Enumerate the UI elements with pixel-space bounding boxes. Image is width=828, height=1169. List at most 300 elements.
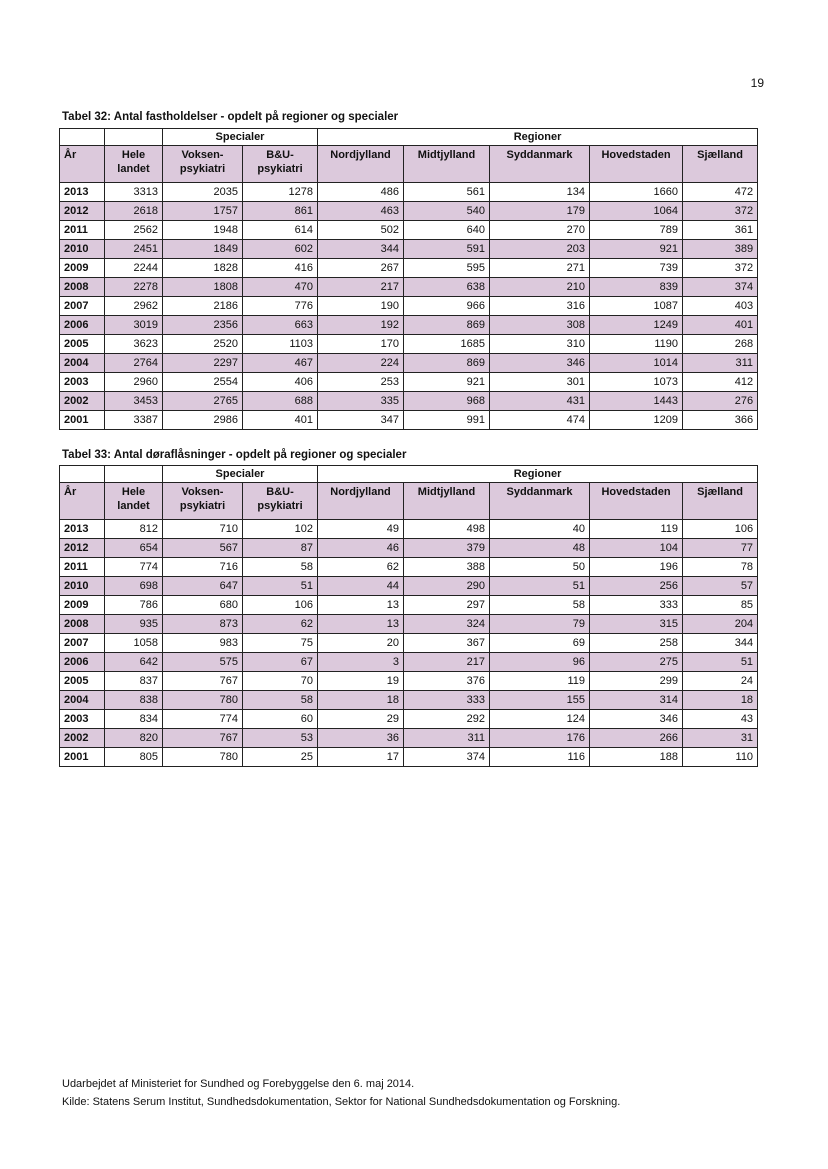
table32-header (60, 129, 758, 183)
year-cell: 2005 (60, 672, 105, 691)
value-cell: 3 (318, 653, 404, 672)
value-cell: 789 (590, 221, 683, 240)
value-cell: 258 (590, 634, 683, 653)
column-header-line1: Hovedstaden (601, 486, 671, 498)
value-cell: 470 (243, 278, 318, 297)
value-cell: 839 (590, 278, 683, 297)
group-header-specialer: Specialer (163, 129, 318, 146)
value-cell: 196 (590, 558, 683, 577)
column-header-line2: psykiatri (179, 500, 226, 512)
group-header-regioner: Regioner (318, 466, 758, 483)
value-cell: 70 (243, 672, 318, 691)
value-cell: 2186 (163, 297, 243, 316)
value-cell: 224 (318, 354, 404, 373)
value-cell: 1828 (163, 259, 243, 278)
value-cell: 299 (590, 672, 683, 691)
column-header-line1: Hele (121, 149, 146, 161)
value-cell: 2764 (105, 354, 163, 373)
year-cell: 2002 (60, 729, 105, 748)
value-cell: 204 (683, 615, 758, 634)
value-cell: 374 (683, 278, 758, 297)
value-cell: 372 (683, 259, 758, 278)
value-cell: 75 (243, 634, 318, 653)
column-header-line1: Syddanmark (506, 486, 573, 498)
value-cell: 638 (404, 278, 490, 297)
page-number: 19 (750, 76, 764, 90)
value-cell: 301 (490, 373, 590, 392)
value-cell: 2962 (105, 297, 163, 316)
value-cell: 346 (490, 354, 590, 373)
value-cell: 53 (243, 729, 318, 748)
column-header-line1: Midtjylland (417, 486, 476, 498)
value-cell: 346 (590, 710, 683, 729)
column-header (683, 146, 758, 183)
table-row (60, 183, 758, 202)
value-cell: 176 (490, 729, 590, 748)
value-cell: 102 (243, 520, 318, 539)
value-cell: 2035 (163, 183, 243, 202)
value-cell: 134 (490, 183, 590, 202)
value-cell: 1757 (163, 202, 243, 221)
column-header (490, 483, 590, 520)
column-header-line1: Midtjylland (417, 149, 476, 161)
table-row (60, 240, 758, 259)
value-cell: 29 (318, 710, 404, 729)
value-cell: 812 (105, 520, 163, 539)
value-cell: 31 (683, 729, 758, 748)
column-header (590, 146, 683, 183)
table32-title: Tabel 32: Antal fastholdelser - opdelt på regioner og specialer (62, 111, 399, 123)
year-cell: 2011 (60, 558, 105, 577)
column-header-line1: År (64, 486, 77, 498)
value-cell: 1278 (243, 183, 318, 202)
column-header-line2: landet (117, 500, 150, 512)
value-cell: 17 (318, 748, 404, 767)
value-cell: 36 (318, 729, 404, 748)
table-row (60, 634, 758, 653)
value-cell: 311 (683, 354, 758, 373)
table-row (60, 672, 758, 691)
value-cell: 1443 (590, 392, 683, 411)
table-row (60, 615, 758, 634)
value-cell: 376 (404, 672, 490, 691)
value-cell: 838 (105, 691, 163, 710)
value-cell: 190 (318, 297, 404, 316)
value-cell: 654 (105, 539, 163, 558)
table-row (60, 202, 758, 221)
value-cell: 472 (683, 183, 758, 202)
value-cell: 640 (404, 221, 490, 240)
column-header-line1: Sjælland (697, 486, 743, 498)
value-cell: 188 (590, 748, 683, 767)
column-header-line2: landet (117, 163, 150, 175)
value-cell: 210 (490, 278, 590, 297)
year-cell: 2003 (60, 373, 105, 392)
table-row (60, 221, 758, 240)
value-cell: 614 (243, 221, 318, 240)
value-cell: 333 (590, 596, 683, 615)
value-cell: 18 (683, 691, 758, 710)
year-cell: 2006 (60, 316, 105, 335)
table-row (60, 278, 758, 297)
value-cell: 921 (404, 373, 490, 392)
value-cell: 62 (243, 615, 318, 634)
table-row (60, 710, 758, 729)
value-cell: 591 (404, 240, 490, 259)
value-cell: 486 (318, 183, 404, 202)
value-cell: 1249 (590, 316, 683, 335)
value-cell: 983 (163, 634, 243, 653)
value-cell: 780 (163, 748, 243, 767)
table33-body (60, 520, 758, 767)
column-header-line1: B&U- (266, 149, 294, 161)
column-header (163, 483, 243, 520)
table-row (60, 691, 758, 710)
column-header-line1: Hovedstaden (601, 149, 671, 161)
column-header-row (60, 483, 758, 520)
column-header-row (60, 146, 758, 183)
value-cell: 85 (683, 596, 758, 615)
value-cell: 2451 (105, 240, 163, 259)
value-cell: 366 (683, 411, 758, 430)
column-header-line2: psykiatri (179, 163, 226, 175)
value-cell: 266 (590, 729, 683, 748)
table-row (60, 411, 758, 430)
column-header-line2: psykiatri (257, 163, 303, 175)
value-cell: 253 (318, 373, 404, 392)
column-header-line1: Nordjylland (330, 486, 391, 498)
table-row (60, 558, 758, 577)
table-row (60, 297, 758, 316)
value-cell: 2520 (163, 335, 243, 354)
value-cell: 776 (243, 297, 318, 316)
table-row (60, 520, 758, 539)
value-cell: 3019 (105, 316, 163, 335)
value-cell: 1064 (590, 202, 683, 221)
value-cell: 416 (243, 259, 318, 278)
value-cell: 2618 (105, 202, 163, 221)
value-cell: 13 (318, 615, 404, 634)
value-cell: 333 (404, 691, 490, 710)
value-cell: 51 (490, 577, 590, 596)
value-cell: 25 (243, 748, 318, 767)
value-cell: 44 (318, 577, 404, 596)
value-cell: 710 (163, 520, 243, 539)
value-cell: 647 (163, 577, 243, 596)
value-cell: 780 (163, 691, 243, 710)
value-cell: 60 (243, 710, 318, 729)
value-cell: 1808 (163, 278, 243, 297)
value-cell: 79 (490, 615, 590, 634)
value-cell: 389 (683, 240, 758, 259)
value-cell: 124 (490, 710, 590, 729)
value-cell: 271 (490, 259, 590, 278)
year-cell: 2012 (60, 202, 105, 221)
value-cell: 805 (105, 748, 163, 767)
value-cell: 767 (163, 672, 243, 691)
value-cell: 1948 (163, 221, 243, 240)
value-cell: 292 (404, 710, 490, 729)
value-cell: 58 (243, 691, 318, 710)
value-cell: 2356 (163, 316, 243, 335)
value-cell: 774 (163, 710, 243, 729)
value-cell: 217 (404, 653, 490, 672)
value-cell: 540 (404, 202, 490, 221)
value-cell: 401 (243, 411, 318, 430)
value-cell: 403 (683, 297, 758, 316)
value-cell: 2244 (105, 259, 163, 278)
column-header-line1: B&U- (266, 486, 294, 498)
group-header-blank (60, 466, 105, 483)
year-cell: 2008 (60, 278, 105, 297)
column-header-line1: Sjælland (697, 149, 743, 161)
value-cell: 1073 (590, 373, 683, 392)
value-cell: 217 (318, 278, 404, 297)
year-cell: 2005 (60, 335, 105, 354)
value-cell: 96 (490, 653, 590, 672)
value-cell: 991 (404, 411, 490, 430)
value-cell: 688 (243, 392, 318, 411)
value-cell: 119 (490, 672, 590, 691)
value-cell: 270 (490, 221, 590, 240)
value-cell: 869 (404, 316, 490, 335)
table-row (60, 729, 758, 748)
value-cell: 2986 (163, 411, 243, 430)
value-cell: 13 (318, 596, 404, 615)
value-cell: 602 (243, 240, 318, 259)
value-cell: 361 (683, 221, 758, 240)
year-cell: 2010 (60, 577, 105, 596)
value-cell: 873 (163, 615, 243, 634)
column-header (590, 483, 683, 520)
value-cell: 467 (243, 354, 318, 373)
value-cell: 275 (590, 653, 683, 672)
value-cell: 51 (683, 653, 758, 672)
year-cell: 2011 (60, 221, 105, 240)
value-cell: 966 (404, 297, 490, 316)
value-cell: 344 (318, 240, 404, 259)
value-cell: 2765 (163, 392, 243, 411)
column-header-line1: År (64, 149, 77, 161)
value-cell: 786 (105, 596, 163, 615)
value-cell: 67 (243, 653, 318, 672)
value-cell: 276 (683, 392, 758, 411)
table-row (60, 596, 758, 615)
value-cell: 716 (163, 558, 243, 577)
value-cell: 412 (683, 373, 758, 392)
value-cell: 267 (318, 259, 404, 278)
year-cell: 2013 (60, 183, 105, 202)
value-cell: 310 (490, 335, 590, 354)
value-cell: 1685 (404, 335, 490, 354)
value-cell: 595 (404, 259, 490, 278)
value-cell: 203 (490, 240, 590, 259)
value-cell: 78 (683, 558, 758, 577)
column-header (60, 483, 105, 520)
value-cell: 106 (243, 596, 318, 615)
table-row (60, 259, 758, 278)
value-cell: 388 (404, 558, 490, 577)
value-cell: 3453 (105, 392, 163, 411)
group-header-row (60, 129, 758, 146)
value-cell: 739 (590, 259, 683, 278)
column-header (105, 483, 163, 520)
value-cell: 19 (318, 672, 404, 691)
group-header-blank (105, 466, 163, 483)
value-cell: 1209 (590, 411, 683, 430)
value-cell: 401 (683, 316, 758, 335)
table-row (60, 392, 758, 411)
year-cell: 2002 (60, 392, 105, 411)
value-cell: 51 (243, 577, 318, 596)
value-cell: 24 (683, 672, 758, 691)
value-cell: 77 (683, 539, 758, 558)
year-cell: 2007 (60, 297, 105, 316)
value-cell: 297 (404, 596, 490, 615)
column-header-line1: Voksen- (181, 486, 224, 498)
table-row (60, 577, 758, 596)
table33-title: Tabel 33: Antal døraflåsninger - opdelt på regioner og specialer (62, 449, 407, 461)
value-cell: 2297 (163, 354, 243, 373)
group-header-blank (60, 129, 105, 146)
value-cell: 502 (318, 221, 404, 240)
value-cell: 372 (683, 202, 758, 221)
value-cell: 3623 (105, 335, 163, 354)
column-header (683, 483, 758, 520)
value-cell: 2960 (105, 373, 163, 392)
value-cell: 367 (404, 634, 490, 653)
column-header (243, 483, 318, 520)
value-cell: 968 (404, 392, 490, 411)
table-row (60, 653, 758, 672)
column-header-line1: Nordjylland (330, 149, 391, 161)
value-cell: 406 (243, 373, 318, 392)
year-cell: 2004 (60, 691, 105, 710)
value-cell: 106 (683, 520, 758, 539)
value-cell: 347 (318, 411, 404, 430)
year-cell: 2004 (60, 354, 105, 373)
group-header-row (60, 466, 758, 483)
table-row (60, 748, 758, 767)
year-cell: 2009 (60, 259, 105, 278)
value-cell: 1103 (243, 335, 318, 354)
value-cell: 567 (163, 539, 243, 558)
value-cell: 1014 (590, 354, 683, 373)
value-cell: 561 (404, 183, 490, 202)
column-header (490, 146, 590, 183)
value-cell: 379 (404, 539, 490, 558)
value-cell: 1058 (105, 634, 163, 653)
value-cell: 110 (683, 748, 758, 767)
value-cell: 2554 (163, 373, 243, 392)
value-cell: 155 (490, 691, 590, 710)
value-cell: 374 (404, 748, 490, 767)
value-cell: 698 (105, 577, 163, 596)
column-header (318, 146, 404, 183)
value-cell: 308 (490, 316, 590, 335)
year-cell: 2013 (60, 520, 105, 539)
value-cell: 767 (163, 729, 243, 748)
year-cell: 2010 (60, 240, 105, 259)
value-cell: 316 (490, 297, 590, 316)
value-cell: 256 (590, 577, 683, 596)
value-cell: 49 (318, 520, 404, 539)
value-cell: 869 (404, 354, 490, 373)
year-cell: 2012 (60, 539, 105, 558)
table32 (59, 128, 758, 430)
value-cell: 18 (318, 691, 404, 710)
value-cell: 58 (490, 596, 590, 615)
table-row (60, 354, 758, 373)
value-cell: 344 (683, 634, 758, 653)
value-cell: 87 (243, 539, 318, 558)
year-cell: 2008 (60, 615, 105, 634)
table-row (60, 316, 758, 335)
table-row (60, 373, 758, 392)
footer-source: Kilde: Statens Serum Institut, Sundhedsdokumentation, Sektor for National Sundhedsdokumentation og Forskning. (62, 1096, 621, 1108)
value-cell: 837 (105, 672, 163, 691)
value-cell: 463 (318, 202, 404, 221)
value-cell: 116 (490, 748, 590, 767)
value-cell: 46 (318, 539, 404, 558)
value-cell: 48 (490, 539, 590, 558)
value-cell: 50 (490, 558, 590, 577)
value-cell: 1190 (590, 335, 683, 354)
year-cell: 2009 (60, 596, 105, 615)
year-cell: 2001 (60, 411, 105, 430)
value-cell: 57 (683, 577, 758, 596)
value-cell: 3387 (105, 411, 163, 430)
value-cell: 935 (105, 615, 163, 634)
value-cell: 170 (318, 335, 404, 354)
column-header (404, 146, 490, 183)
column-header (163, 146, 243, 183)
value-cell: 43 (683, 710, 758, 729)
value-cell: 474 (490, 411, 590, 430)
value-cell: 2562 (105, 221, 163, 240)
value-cell: 58 (243, 558, 318, 577)
column-header-line1: Hele (121, 486, 146, 498)
value-cell: 104 (590, 539, 683, 558)
year-cell: 2006 (60, 653, 105, 672)
value-cell: 921 (590, 240, 683, 259)
value-cell: 40 (490, 520, 590, 539)
value-cell: 335 (318, 392, 404, 411)
value-cell: 268 (683, 335, 758, 354)
value-cell: 315 (590, 615, 683, 634)
table-row (60, 335, 758, 354)
value-cell: 314 (590, 691, 683, 710)
group-header-blank (105, 129, 163, 146)
year-cell: 2003 (60, 710, 105, 729)
year-cell: 2001 (60, 748, 105, 767)
column-header (318, 483, 404, 520)
value-cell: 663 (243, 316, 318, 335)
column-header-line2: psykiatri (257, 500, 303, 512)
value-cell: 774 (105, 558, 163, 577)
column-header (60, 146, 105, 183)
value-cell: 1087 (590, 297, 683, 316)
value-cell: 861 (243, 202, 318, 221)
value-cell: 834 (105, 710, 163, 729)
value-cell: 290 (404, 577, 490, 596)
value-cell: 575 (163, 653, 243, 672)
value-cell: 431 (490, 392, 590, 411)
column-header-line1: Voksen- (181, 149, 224, 161)
value-cell: 1849 (163, 240, 243, 259)
footer-prepared-by: Udarbejdet af Ministeriet for Sundhed og Forebyggelse den 6. maj 2014. (62, 1078, 415, 1090)
value-cell: 179 (490, 202, 590, 221)
